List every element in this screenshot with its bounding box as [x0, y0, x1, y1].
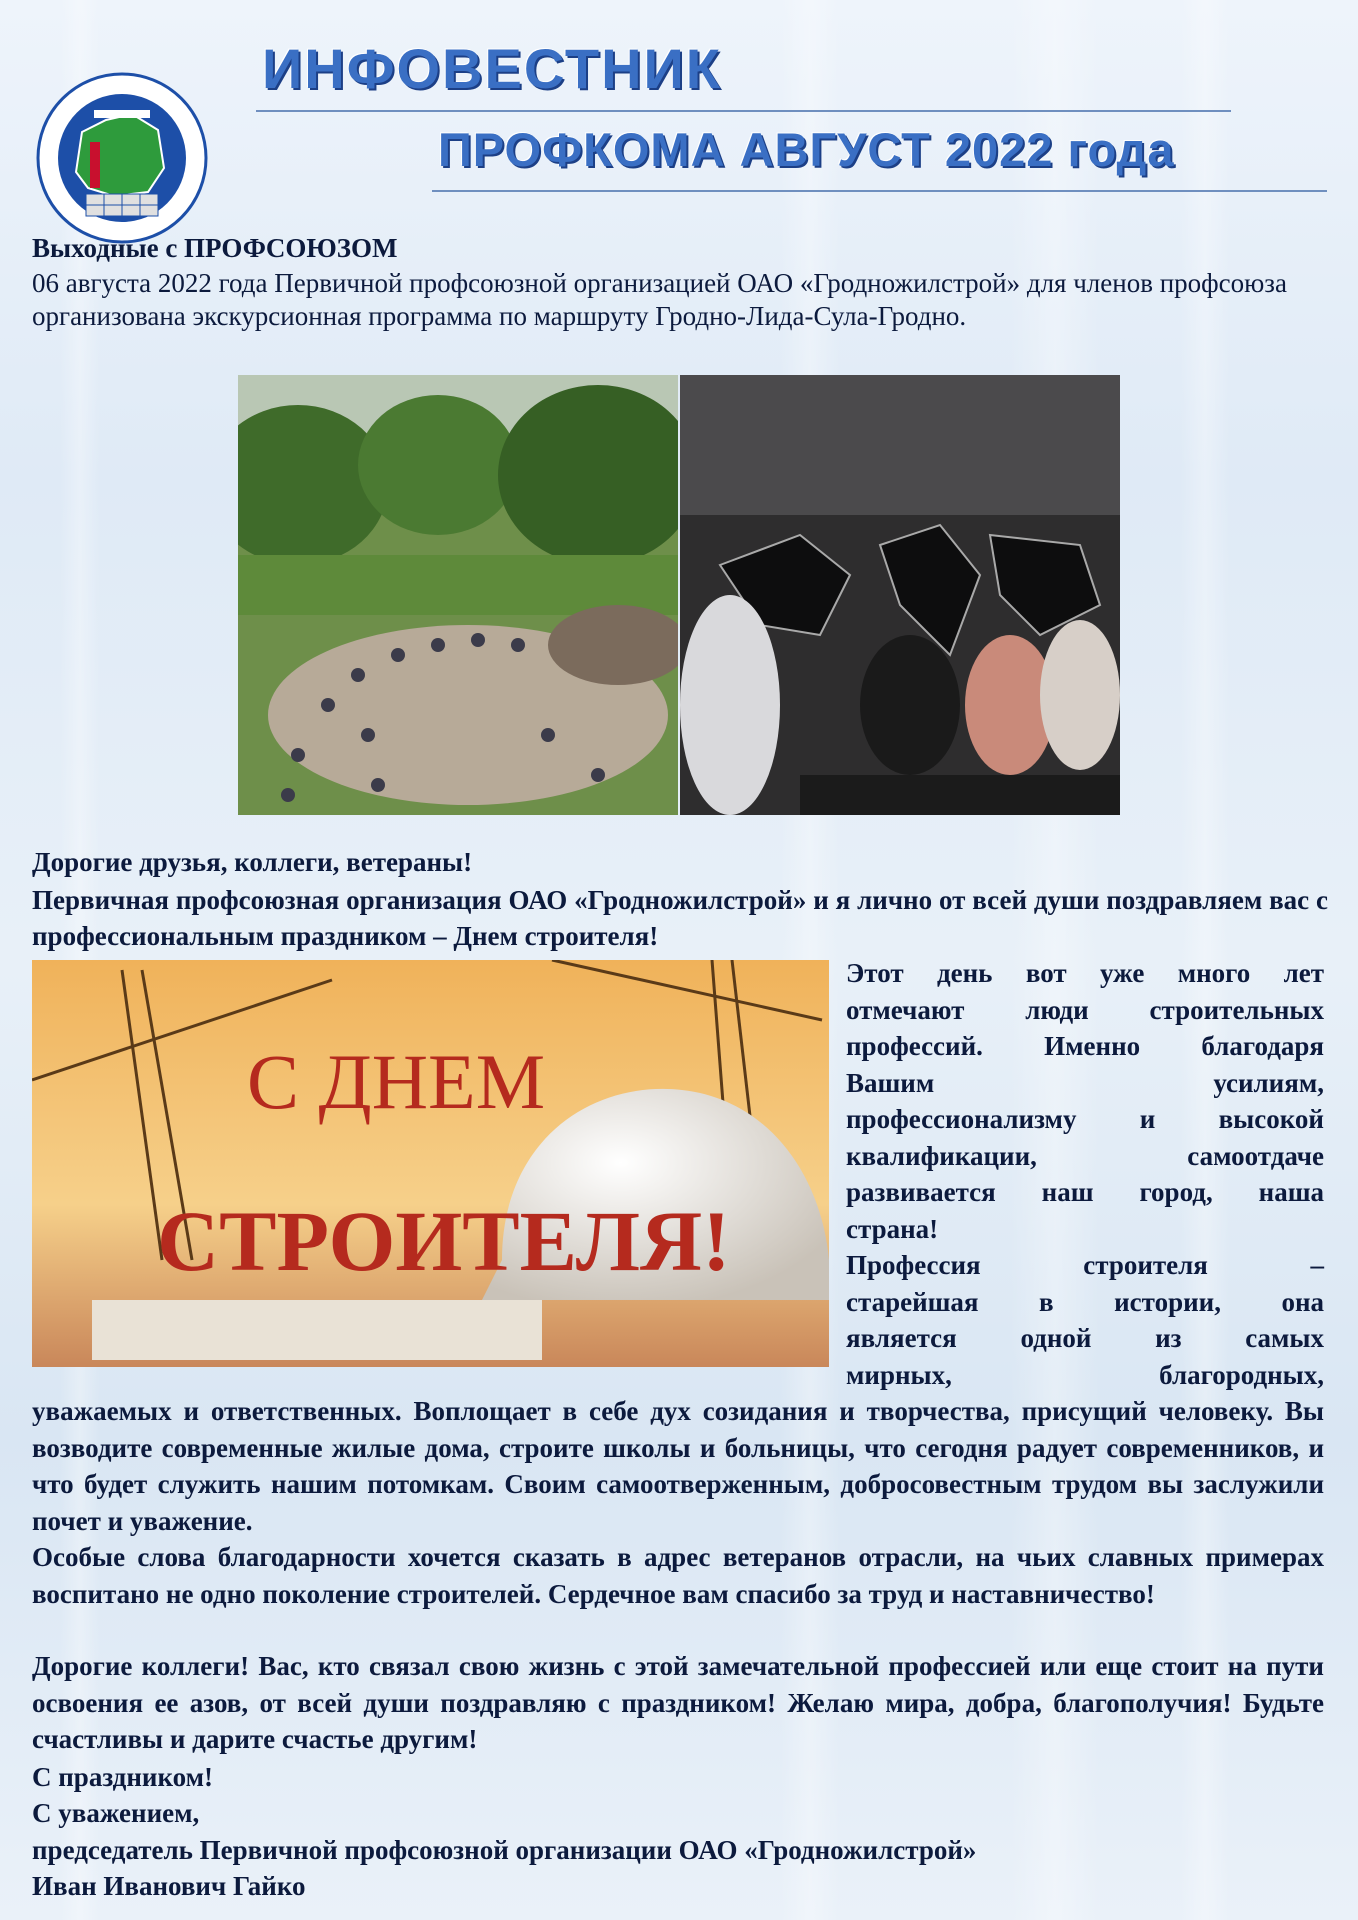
paragraph-continued: уважаемых и ответственных. Воплощает в себе дух созидания и творчества, присущий человеку. Вы возводите современные жилые дома, строите школы и больницы, что сегодня радует современников, и что будет служить нашим потомкам. Своим самоотверженным, добросовестным трудом вы заслужили почет и уважение. — [32, 1396, 1324, 1536]
side-line: старейшая в истории, она — [846, 1286, 1324, 1317]
greeting: Дорогие друзья, коллеги, ветераны! — [32, 847, 473, 877]
builders-day-banner — [32, 960, 829, 1367]
excursion-photo-park — [238, 375, 678, 815]
side-line: Профессия строителя – — [846, 1250, 1324, 1280]
side-line: Этот день вот уже много лет — [846, 958, 1324, 988]
excursion-photo-museum — [680, 375, 1120, 815]
side-line: профессионализму и высокой — [846, 1104, 1324, 1134]
side-text — [846, 955, 1324, 1393]
side-line: развивается наш город, наша — [846, 1177, 1324, 1207]
side-line: мирных, благородных, — [846, 1359, 1324, 1390]
signature-title: председатель Первичной профсоюзной организации ОАО «Гродножилстрой» — [32, 1835, 977, 1865]
paragraph-veterans: Особые слова благодарности хочется сказать в адрес ветеранов отрасли, на чьих славных примерах воспитано не одно поколение строителей. Сердечное вам спасибо за труд и наставничество! — [32, 1542, 1324, 1609]
side-line: страна! — [846, 1213, 939, 1244]
newsletter-title: ИНФОВЕСТНИК — [262, 37, 722, 100]
union-logo — [36, 72, 208, 244]
article-text: 06 августа 2022 года Первичной профсоюзной организацией ОАО «Гродножилстрой» для членов профсоюза организована экскурсионная программа по маршруту Гродно-Лида-Сула-Гродно. — [32, 268, 1287, 331]
greeting-intro: Первичная профсоюзная организация ОАО «Гродножилстрой» и я лично от всей души поздравляем вас с профессиональным праздником – Днем строителя! — [32, 885, 1328, 951]
side-line: профессий. Именно благодаря — [846, 1031, 1324, 1061]
side-line: Вашим усилиям, — [846, 1067, 1324, 1098]
closing: С праздником! — [32, 1762, 214, 1792]
banner-line2: СТРОИТЕЛЯ! — [157, 1193, 731, 1289]
side-line: является одной из самых — [846, 1323, 1324, 1353]
side-line: квалификации, самоотдаче — [846, 1140, 1324, 1171]
newsletter-subtitle: ПРОФКОМА АВГУСТ 2022 года — [438, 123, 1175, 176]
banner-line1: С ДНЕМ — [247, 1038, 546, 1125]
side-line: отмечают люди строительных — [846, 994, 1324, 1025]
regards: С уважением, — [32, 1798, 200, 1828]
title-divider — [256, 110, 1231, 112]
article-heading: Выходные с ПРОФСОЮЗОМ — [32, 233, 398, 263]
paragraph-colleagues: Дорогие коллеги! Вас, кто связал свою жизнь с этой замечательной профессией или еще стоит на пути освоения ее азов, от всей души поздравляю с праздником! Желаю мира, добра, благополучия! Будьте счастливы и дарите счастье другим! — [32, 1651, 1324, 1754]
subtitle-divider — [432, 190, 1327, 192]
signature-name: Иван Иванович Гайко — [32, 1871, 306, 1901]
